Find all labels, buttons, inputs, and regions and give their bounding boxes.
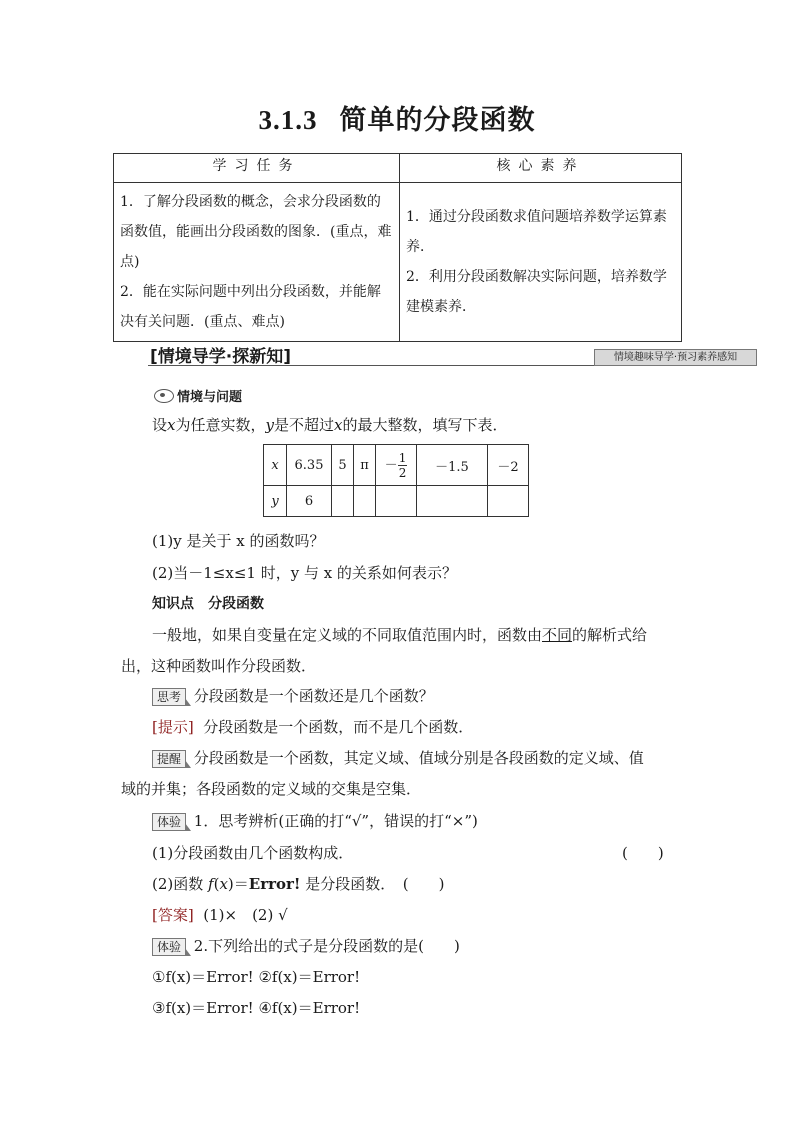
literacy-cell [400,183,682,342]
definition-line-2: 出，这种函数叫作分段函数． [121,657,317,675]
cell-x-4 [376,445,417,486]
section-number: 3.1.3 [258,105,318,135]
cell-x-5: －1.5 [417,445,488,486]
task-cell [114,183,400,342]
answer-tag: [答案] [152,906,194,924]
row-label-x: x [264,445,287,486]
intro-var-y: y [265,416,274,434]
exp1-statement-1: (1)分段函数由几个函数构成． [152,844,354,862]
question-2: (2)当－1≤x≤1 时，y 与 x 的关系如何表示？ [152,564,457,582]
s2-part: )＝ [227,875,249,893]
cell-y-6 [488,486,529,517]
remind-text-1: 分段函数是一个函数，其定义域、值域分别是各段函数的定义域、值 [193,749,644,767]
frac-sign: － [384,457,398,473]
value-table [263,444,529,517]
think-line [152,685,434,706]
intro-part: 的最大整数，填写下表． [342,416,508,434]
exp2-line [152,935,460,956]
task-item-1: 1．了解分段函数的概念，会求分段函数的函数值，能画出分段函数的图象．(重点，难点) [120,194,392,270]
cell-y-5 [417,486,488,517]
section-tag: 情境趣味导学·预习素养感知 [594,349,757,366]
exp2-options-2: ③f(x)＝Error! ④f(x)＝Error! [152,999,361,1017]
intro-var-x: x [334,416,343,434]
def-part: 一般地，如果自变量在定义域的不同取值范围内时，函数由 [152,626,543,644]
remind-line-2: 域的并集；各段函数的定义域的交集是空集． [121,780,422,798]
row-label-y: y [264,486,287,517]
hint-text: 分段函数是一个函数，而不是几个函数． [203,718,474,736]
cell-x-3: π [354,445,376,486]
cell-y-3 [354,486,376,517]
exp2-tag: 体验 [152,938,186,956]
frac-den: 2 [398,465,407,480]
literacy-item-1: 1．通过分段函数求值问题培养数学运算素养． [406,209,667,255]
question-1: (1)y 是关于 x 的函数吗？ [152,532,325,550]
exp2-text: 2.下列给出的式子是分段函数的是( ) [193,937,460,955]
section-title: 简单的分段函数 [339,105,536,136]
intro-part: 是不超过 [273,416,334,434]
answer-text: (1)× (2) √ [203,906,288,924]
frac-num: 1 [398,450,407,465]
cell-x-2: 5 [332,445,354,486]
cell-y-1: 6 [287,486,332,517]
page-title [0,98,794,137]
s2-part: (2)函数 [152,875,209,893]
exp1-statement-2 [152,873,445,894]
s2-part: 是分段函数． ( ) [300,875,445,893]
def-part: 的解析式给 [572,626,648,644]
cell-x-6: －2 [488,445,529,486]
answer-line [152,904,288,925]
remind-tag: 提醒 [152,750,186,768]
scenario-intro [152,414,507,435]
scenario-icon [154,389,174,403]
intro-var-x: x [167,416,176,434]
cell-y-2 [332,486,354,517]
cell-x-1: 6.35 [287,445,332,486]
think-text: 分段函数是一个函数还是几个函数？ [193,687,434,705]
definition-line-1 [152,624,647,645]
exp2-options-1: ①f(x)＝Error! ②f(x)＝Error! [152,968,361,986]
think-tag: 思考 [152,688,186,706]
s2-error: Error! [248,875,301,893]
scenario-heading [154,386,242,405]
scenario-heading-text: 情境与问题 [177,390,243,405]
def-underline: 不同 [542,626,573,644]
s2-f: f [208,875,214,893]
task-table [113,153,682,342]
intro-part: 为任意实数， [175,416,266,434]
exp1-line [152,810,478,831]
exp1-paren-1: ( ) [622,844,664,862]
cell-y-4 [376,486,417,517]
exp1-tag: 体验 [152,813,186,831]
s2-x: x [219,875,228,893]
fraction [398,451,408,480]
task-item-2: 2．能在实际问题中列出分段函数，并能解决有关问题．(重点、难点) [120,284,381,330]
hint-line [152,716,473,737]
s2-part: ( [213,875,220,893]
exp1-text: 1．思考辨析(正确的打“√”，错误的打“×”) [193,812,478,830]
intro-part: 设 [152,416,168,434]
literacy-header: 核心素养 [400,154,682,183]
task-header: 学习任务 [114,154,400,183]
literacy-item-2: 2．利用分段函数解决实际问题，培养数学建模素养． [406,269,667,315]
remind-line-1 [152,747,644,768]
knowledge-heading: 知识点 分段函数 [152,596,264,612]
section-title-bar: [情境导学·探新知] [150,347,291,367]
hint-tag: [提示] [152,718,194,736]
